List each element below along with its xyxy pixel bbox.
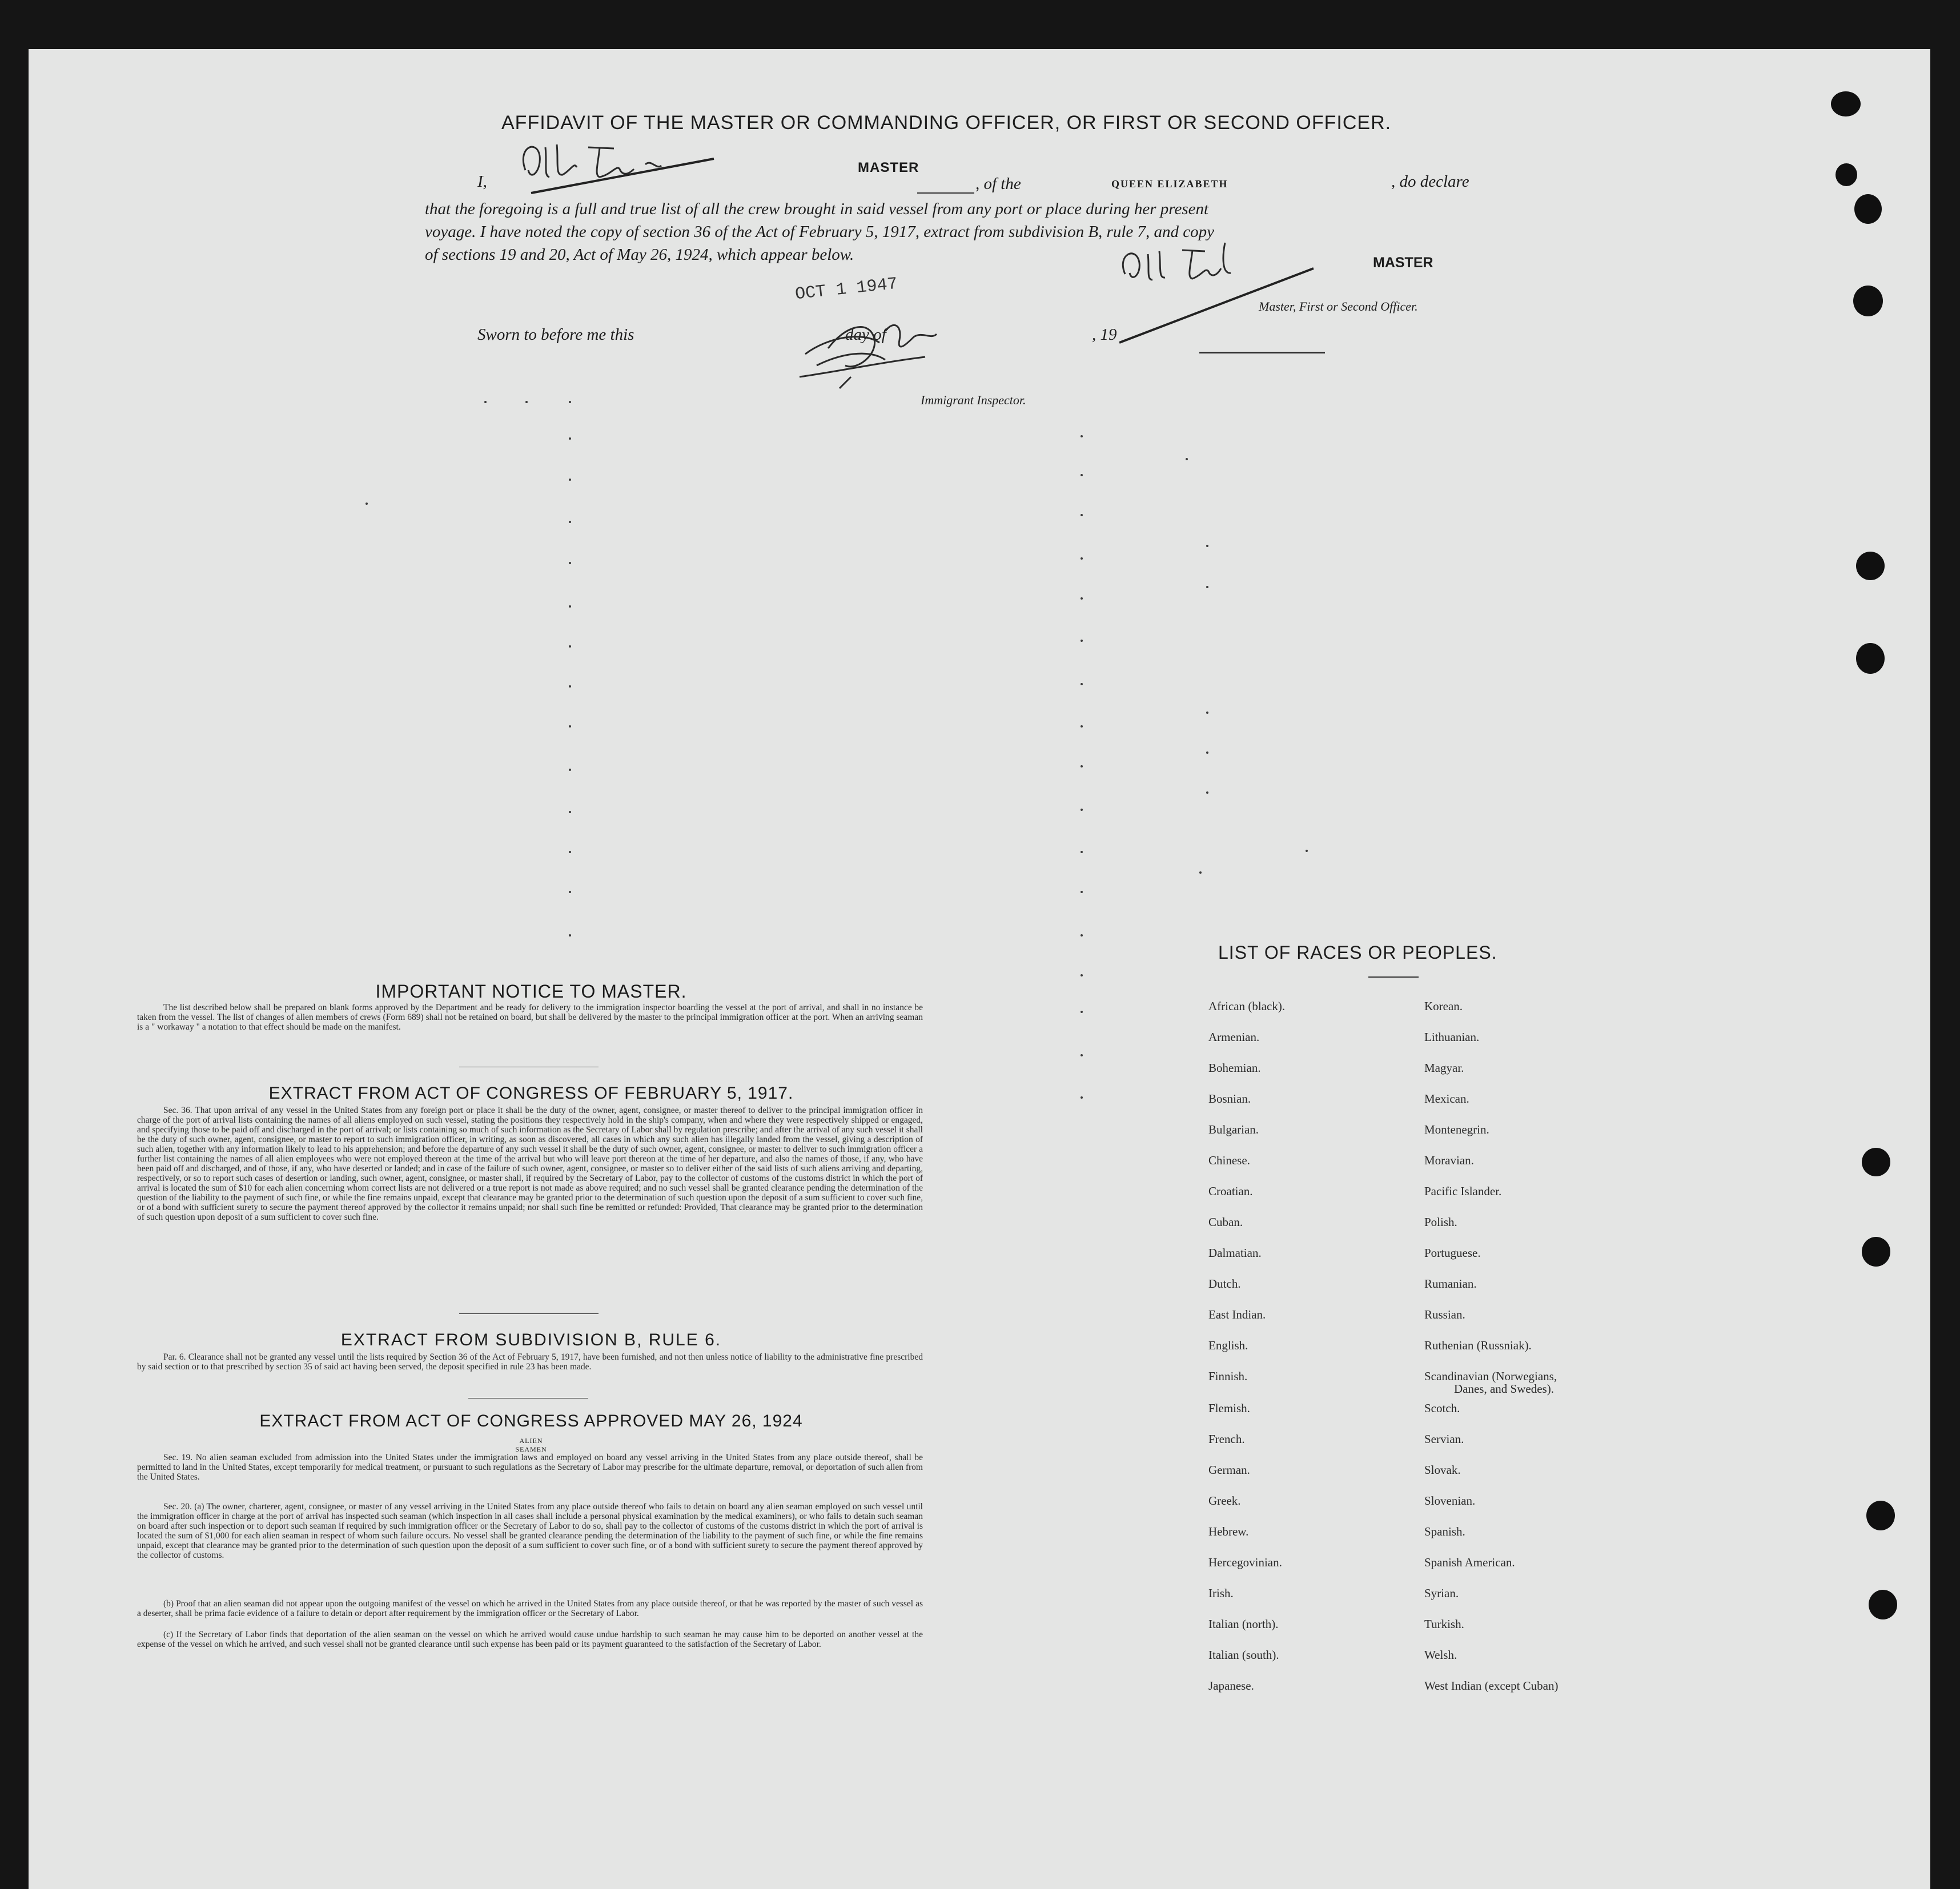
stray-dot xyxy=(1081,765,1083,767)
stray-dot xyxy=(569,521,571,523)
sec-20b-text: (b) Proof that an alien seaman did not appear upon the outgoing manifest of the vessel on which he arrived in the United States from any place outside thereof, or that he was reported by the master of such vessel as a deserter, shall be prima facie evidence of a failure to detain or deport after requirement by the immigration officer or the Secretary of Labor. xyxy=(137,1599,923,1618)
race-item: Servian. xyxy=(1424,1432,1464,1446)
extract-1917-text: Sec. 36. That upon arrival of any vessel in the United States from any foreign port or place it shall be the duty of the owner, agent, consignee, or master thereof to deliver to the principal immigration officer in charge of the port of arrival lists containing the names of all aliens employed on such vessel, stating the positions they respectively hold in the ship's company, when and where they were respectively shipped or engaged, and specifying those to be paid off and discharged in the port of arrival; or lists containing so much of such information as the Secretary of Labor shall by regulation prescribe; and after the arrival of any such vessel it shall be the duty of such owner, agent, consignee, or master to report to such immigration officer, in writing, as soon as discovered, all cases in which any such alien has illegally landed from the vessel, giving a description of such alien, together with any information likely to lead to his apprehension; and before the departure of any such vessel it shall be the duty of such owner, agent, consignee, or master to deliver to such immigration officer a further list containing the names of all alien employees who were not employed thereon at the time of the arrival but who will leave port thereon at the time of her departure, and also the names of those, if any, who have been paid off and discharged, and of those, if any, who have deserted or landed; and in case of the failure of such owner, agent, consignee, or master so to deliver either of the said lists of such aliens arriving and departing, respectively, or so to report such cases of desertion or landing, such owner, agent, consignee, or master shall, if required by the Secretary of Labor, pay to the collector of customs of the customs district in which the port of arrival is located the sum of $10 for each alien concerning whom correct lists are not delivered or a true report is not made as above required; and no such vessel shall be granted clearance pending the determination of the question of the liability to the payment of such fine, or while the fine remains unpaid, except that clearance may be granted prior to the determination of such question upon the deposit of a sum sufficient to cover such fine, or of a bond with sufficient surety to secure the payment thereof approved by the collector it remains unpaid; nor shall such fine be remitted or refunded: Provided, That clearance may be granted prior to the determination of such question upon deposit of a sum sufficient to cover such fine. xyxy=(137,1106,923,1222)
affidavit-line-3: voyage. I have noted the copy of section 36 of the Act of February 5, 1917, extract from subdivision B, rule 7, and copy xyxy=(425,223,1215,241)
race-item: Rumanian. xyxy=(1424,1277,1477,1291)
stray-dot xyxy=(1081,1011,1083,1013)
race-item: Moravian. xyxy=(1424,1154,1474,1167)
affidavit-line-2: that the foregoing is a full and true list of all the crew brought in said vessel from any port or place during her present xyxy=(425,200,1209,218)
stray-dot xyxy=(1081,851,1083,853)
race-item: French. xyxy=(1208,1432,1245,1446)
section-divider xyxy=(459,1313,599,1314)
race-item: Bohemian. xyxy=(1208,1061,1261,1075)
sec-20a-text: Sec. 20. (a) The owner, charterer, agent, consignee, or master of any vessel arriving in the United States from any place outside thereof who fails to detain on board any alien seaman employed on such vessel until the immigration officer in charge at the port of arrival has inspected such seaman (which inspection in all cases shall include a personal physical examination by the medical examiners), or who fails to detain such seaman on board after such inspection or to deport such seaman if required by such immigration officer or the Secretary of Labor to do so, shall pay to the collector of customs of the customs district in which the port of arrival is located the sum of $1,000 for each alien seaman in respect of whom such failure occurs. No vessel shall be granted clearance pending the determination of the liability to the payment of such fine, or while the fine remains unpaid, except that clearance may be granted prior to the determination of such question upon the deposit of a sum sufficient to cover such fine, or of a bond with sufficient surety to secure the payment thereof approved by the collector of customs. xyxy=(137,1502,923,1560)
signature-line xyxy=(1199,352,1325,353)
race-item: Ruthenian (Russniak). xyxy=(1424,1339,1532,1352)
stray-dot xyxy=(569,934,571,937)
stray-dot xyxy=(484,401,487,403)
rank-stamp: MASTER xyxy=(858,160,919,175)
race-item: Montenegrin. xyxy=(1424,1123,1489,1136)
stray-dot xyxy=(1081,974,1083,976)
race-item: Turkish. xyxy=(1424,1617,1464,1631)
race-item: Dalmatian. xyxy=(1208,1246,1262,1260)
binder-hole xyxy=(1856,552,1885,580)
stray-dot xyxy=(1081,683,1083,685)
stray-dot xyxy=(1199,871,1202,874)
extract-1924-title: EXTRACT FROM ACT OF CONGRESS APPROVED MAY 26, 1924 xyxy=(259,1412,803,1430)
stray-dot xyxy=(569,479,571,481)
race-item: Spanish American. xyxy=(1424,1556,1515,1569)
race-item: Portuguese. xyxy=(1424,1246,1481,1260)
extract-1924-subtitle: ALIEN SEAMEN xyxy=(515,1437,547,1453)
binder-hole xyxy=(1866,1501,1895,1530)
race-item: Slovak. xyxy=(1424,1463,1461,1477)
binder-hole xyxy=(1853,286,1883,316)
binder-hole xyxy=(1856,643,1885,674)
affidavit-i: I, xyxy=(477,172,487,191)
race-item: Pacific Islander. xyxy=(1424,1184,1502,1198)
stray-dot xyxy=(569,851,571,853)
stray-dot xyxy=(1306,850,1308,852)
race-item: West Indian (except Cuban) xyxy=(1424,1679,1559,1693)
race-item: Spanish. xyxy=(1424,1525,1465,1538)
stray-dot xyxy=(1186,458,1188,460)
stray-dot xyxy=(1081,809,1083,811)
race-item: Italian (south). xyxy=(1208,1648,1279,1662)
race-item: African (black). xyxy=(1208,999,1286,1013)
race-item: Bulgarian. xyxy=(1208,1123,1259,1136)
race-item: Danes, and Swedes). xyxy=(1454,1382,1554,1396)
affidavit-title: AFFIDAVIT OF THE MASTER OR COMMANDING OFFICER, OR FIRST OR SECOND OFFICER. xyxy=(501,112,1392,134)
race-item: Dutch. xyxy=(1208,1277,1241,1291)
binder-hole xyxy=(1836,163,1857,186)
stray-dot xyxy=(1206,586,1208,588)
stray-dot xyxy=(569,645,571,648)
race-item: Slovenian. xyxy=(1424,1494,1476,1508)
race-item: Lithuanian. xyxy=(1424,1030,1480,1044)
rule6-text: Par. 6. Clearance shall not be granted any vessel until the lists required by Section 36 of the Act of February 5, 1917, have been furnished, and not then unless notice of liability to the administrative fine prescribed by said section or to that prescribed by section 35 of said act having been served, the deposit specified in rule 23 has been made. xyxy=(137,1352,923,1372)
stray-dot xyxy=(569,685,571,688)
race-item: Mexican. xyxy=(1424,1092,1469,1106)
race-item: Korean. xyxy=(1424,999,1463,1013)
day-of-label: day of xyxy=(845,325,886,344)
master-handwritten-signature xyxy=(514,136,720,202)
binder-hole xyxy=(1862,1237,1890,1267)
races-title: LIST OF RACES OR PEOPLES. xyxy=(1218,942,1497,963)
stray-dot xyxy=(1081,640,1083,642)
stray-dot xyxy=(1081,474,1083,476)
stray-dot xyxy=(1081,514,1083,516)
master-second-signature xyxy=(1119,240,1325,357)
stray-dot xyxy=(1081,1096,1083,1099)
race-item: Finnish. xyxy=(1208,1369,1248,1383)
inspector-caption: Immigrant Inspector. xyxy=(921,393,1026,407)
signer-caption: Master, First or Second Officer. xyxy=(1259,299,1418,314)
stray-dot xyxy=(569,605,571,608)
notice-text: The list described below shall be prepared on blank forms approved by the Department and be ready for delivery to the immigration inspector boarding the vessel at the port of arrival, and shall in no instance be taken from the vessel. The list of changes of alien members of crews (Form 689) shall not be retained on board, but shall be delivered by the master to the principal immigration officer at the port. When an arriving seaman is a " workaway " a notation to that effect should be made on the manifest. xyxy=(137,1003,923,1032)
race-item: German. xyxy=(1208,1463,1250,1477)
race-item: Italian (north). xyxy=(1208,1617,1279,1631)
stray-dot xyxy=(1081,597,1083,600)
binder-hole xyxy=(1869,1590,1897,1619)
race-item: Chinese. xyxy=(1208,1154,1250,1167)
stray-dot xyxy=(1081,891,1083,893)
signer-rank: MASTER xyxy=(1373,255,1433,271)
stray-dot xyxy=(569,437,571,440)
race-item: Magyar. xyxy=(1424,1061,1464,1075)
vessel-name: QUEEN ELIZABETH xyxy=(1111,178,1228,190)
race-item: Bosnian. xyxy=(1208,1092,1251,1106)
race-item: Hercegovinian. xyxy=(1208,1556,1282,1569)
race-item: Syrian. xyxy=(1424,1586,1459,1600)
stray-dot xyxy=(525,401,528,403)
race-item: Croatian. xyxy=(1208,1184,1253,1198)
race-item: Japanese. xyxy=(1208,1679,1254,1693)
affidavit-line-4: of sections 19 and 20, Act of May 26, 1924, which appear below. xyxy=(425,246,854,264)
race-item: Flemish. xyxy=(1208,1401,1250,1415)
stray-dot xyxy=(1081,435,1083,437)
of-the-label: , of the xyxy=(975,175,1021,193)
stray-dot xyxy=(569,891,571,893)
notice-title: IMPORTANT NOTICE TO MASTER. xyxy=(375,981,687,1002)
races-title-rule xyxy=(1368,976,1419,978)
stray-dot xyxy=(569,562,571,564)
stray-dot xyxy=(1081,725,1083,728)
sec-19-text: Sec. 19. No alien seaman excluded from admission into the United States under the immigration laws and employed on board any vessel arriving in the United States from any place outside thereof, shall be permitted to land in the United States, except temporarily for medical treatment, or pursuant to such regulations as the Secretary of Labor may prescribe for the ultimate departure, removal, or deportation of such alien from the United States. xyxy=(137,1453,923,1482)
stray-dot xyxy=(1081,934,1083,937)
race-item: Scandinavian (Norwegians, xyxy=(1424,1369,1557,1383)
race-item: East Indian. xyxy=(1208,1308,1266,1321)
stray-dot xyxy=(1081,1054,1083,1056)
sec-20c-text: (c) If the Secretary of Labor finds that deportation of the alien seaman on the vessel on which he arrived would cause undue hardship to such seaman he may cause him to be deported on another vessel at the expense of the vessel on which he arrived, and such vessel shall not be granted clearance until such expense has been paid or its payment guaranteed to the satisfaction of the Secretary of Labor. xyxy=(137,1630,923,1649)
stray-dot xyxy=(1206,545,1208,547)
race-item: Hebrew. xyxy=(1208,1525,1249,1538)
binder-hole xyxy=(1831,91,1861,116)
race-item: English. xyxy=(1208,1339,1248,1352)
stray-dot xyxy=(569,401,571,403)
extract-1917-title: EXTRACT FROM ACT OF CONGRESS OF FEBRUARY 5, 1917. xyxy=(268,1084,794,1103)
race-item: Cuban. xyxy=(1208,1215,1243,1229)
date-stamp: OCT 1 1947 xyxy=(794,274,899,305)
stray-dot xyxy=(1206,751,1208,754)
stray-dot xyxy=(569,725,571,728)
stray-dot xyxy=(366,503,368,505)
stray-dot xyxy=(569,811,571,813)
sworn-label: Sworn to before me this xyxy=(477,325,634,344)
race-item: Irish. xyxy=(1208,1586,1234,1600)
stray-dot xyxy=(569,769,571,771)
rank-rule xyxy=(917,192,974,194)
race-item: Scotch. xyxy=(1424,1401,1460,1415)
race-item: Russian. xyxy=(1424,1308,1465,1321)
stray-dot xyxy=(1206,712,1208,714)
binder-hole xyxy=(1854,194,1882,224)
rule6-title: EXTRACT FROM SUBDIVISION B, RULE 6. xyxy=(340,1331,722,1349)
race-item: Polish. xyxy=(1424,1215,1457,1229)
do-declare-label: , do declare xyxy=(1391,172,1469,191)
binder-hole xyxy=(1862,1148,1890,1176)
year-label: , 19 xyxy=(1092,325,1117,344)
stray-dot xyxy=(1206,791,1208,794)
stray-dot xyxy=(1081,557,1083,560)
race-item: Welsh. xyxy=(1424,1648,1457,1662)
race-item: Greek. xyxy=(1208,1494,1241,1508)
race-item: Armenian. xyxy=(1208,1030,1260,1044)
